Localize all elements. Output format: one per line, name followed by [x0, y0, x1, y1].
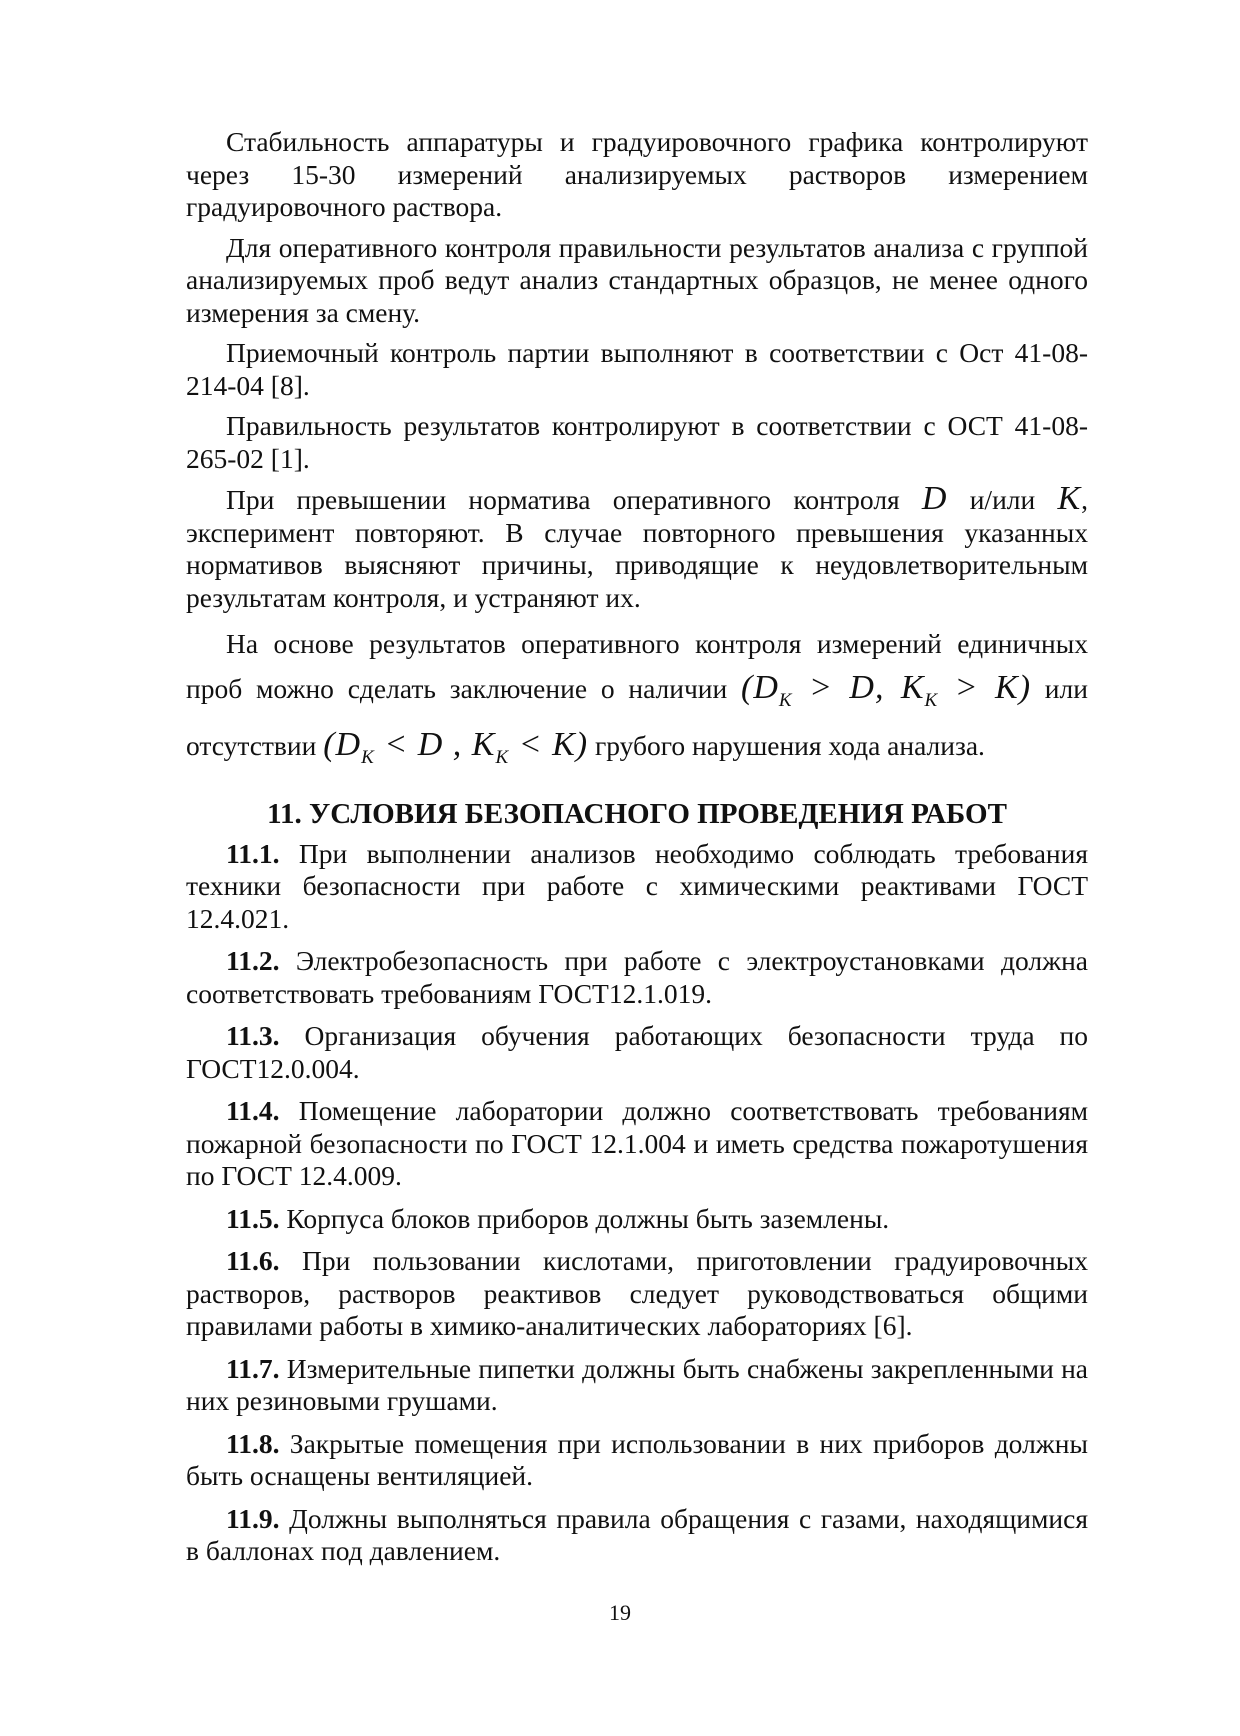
document-page	[186, 126, 1088, 1568]
item-number: 11.1.	[226, 837, 280, 869]
safety-item-11-6	[186, 1245, 1088, 1343]
text-fragment: или отсутствии	[186, 673, 1088, 761]
variable-k: K	[1057, 480, 1082, 517]
paragraph-correctness: Правильность результатов контролируют в соответствии с ОСТ 41-08-265-02 [1].	[186, 410, 1088, 474]
item-number: 11.8.	[226, 1427, 280, 1459]
text-fragment: , эксперимент повторяют. В случае повторного превышения указанных нормативов выясняют причины, приводящие к неудовлетворительным результатам контроля, и устраняют их.	[186, 484, 1089, 613]
safety-item-11-5	[186, 1203, 1088, 1236]
item-number: 11.2.	[226, 945, 280, 977]
item-text: При пользовании кислотами, приготовлении градуировочных растворов, растворов реактивов следует руководствоваться общими правилами работы в химико-аналитических лабораториях [6].	[186, 1245, 1088, 1342]
page-number: 19	[609, 1600, 631, 1625]
item-text: Закрытые помещения при использовании в них приборов должны быть оснащены вентиляцией.	[186, 1427, 1088, 1492]
item-number: 11.7.	[226, 1352, 280, 1384]
item-text: Корпуса блоков приборов должны быть заземлены.	[279, 1202, 890, 1234]
item-text: Помещение лаборатории должно соответствовать требованиям пожарной безопасности по ГОСТ 12.1.004 и иметь средства пожаротушения по ГОСТ 12.4.009.	[186, 1095, 1088, 1192]
paragraph-stability: Стабильность аппаратуры и градуировочного графика контролируют через 15-30 измерений анализируемых растворов измерением градуировочного раствора.	[186, 126, 1088, 222]
safety-item-11-4	[186, 1095, 1088, 1193]
condition-absent-formula: ($D_K < D$ , $K_K < K$)	[323, 725, 589, 768]
safety-item-11-1	[186, 838, 1088, 936]
item-number: 11.3.	[226, 1020, 280, 1052]
safety-item-11-3	[186, 1020, 1088, 1085]
item-number: 11.6.	[226, 1245, 280, 1277]
item-text: При выполнении анализов необходимо соблюдать требования техники безопасности при работе с химическими реактивами ГОСТ 12.4.021.	[186, 837, 1088, 934]
text-fragment: и/или	[947, 484, 1058, 515]
item-text: Измерительные пипетки должны быть снабжены закрепленными на них резиновыми грушами.	[186, 1352, 1088, 1417]
text-fragment: На основе результатов оперативного контроля измерений единичных проб можно сделать заключение о наличии	[186, 628, 1088, 704]
text-fragment: грубого нарушения хода анализа.	[588, 729, 985, 761]
item-number: 11.9.	[226, 1502, 280, 1534]
safety-item-11-7	[186, 1353, 1088, 1418]
text-fragment: При превышении норматива оперативного контроля	[226, 484, 922, 515]
paragraph-norm-exceed	[186, 480, 1089, 614]
item-text: Организация обучения работающих безопасности труда по ГОСТ12.0.004.	[186, 1020, 1088, 1084]
paragraph-conclusion	[186, 622, 1088, 780]
item-number: 11.5.	[226, 1202, 280, 1234]
item-text: Электробезопасность при работе с электроустановками должна соответствовать требованиям ГОСТ12.1.019.	[186, 945, 1088, 1009]
safety-item-11-9	[186, 1503, 1088, 1568]
condition-present-formula: ($D_K > D$, $K_K > K$)	[741, 669, 1032, 711]
item-number: 11.4.	[226, 1095, 280, 1127]
section-title: 11. УСЛОВИЯ БЕЗОПАСНОГО ПРОВЕДЕНИЯ РАБОТ	[267, 797, 1007, 830]
item-text: Должны выполняться правила обращения с газами, находящимися в баллонах под давлением.	[186, 1502, 1088, 1567]
paragraph-operative-control: Для оперативного контроля правильности результатов анализа с группой анализируемых проб ведут анализ стандартных образцов, не менее одного измерения за смену.	[186, 231, 1088, 328]
paragraph-acceptance-control: Приемочный контроль партии выполняют в соответствии с Ост 41-08-214-04 [8].	[186, 337, 1088, 401]
safety-item-11-2	[186, 945, 1088, 1010]
variable-d: D	[921, 480, 948, 517]
safety-item-11-8	[186, 1428, 1088, 1493]
